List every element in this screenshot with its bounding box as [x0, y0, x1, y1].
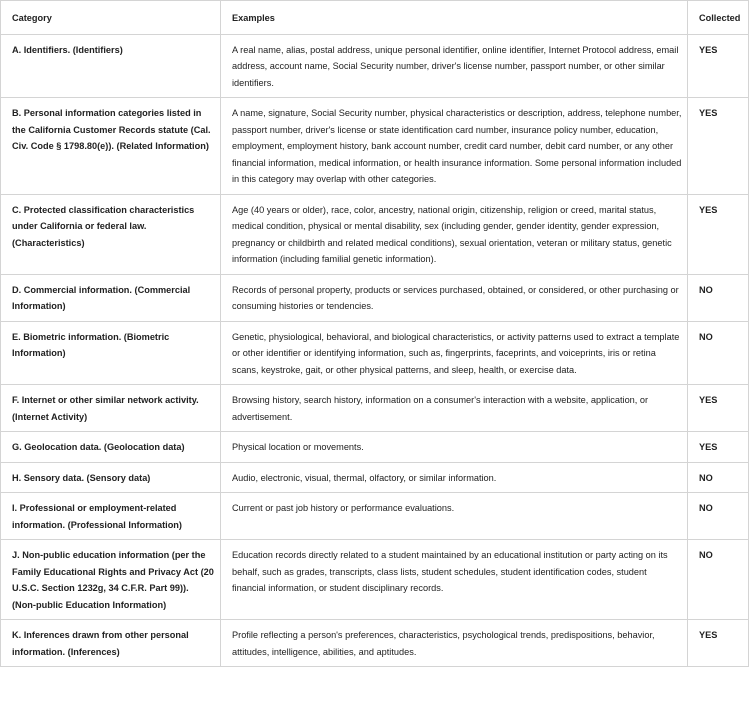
- table-row: [1, 274, 749, 321]
- row-examples: Physical location or movements.: [221, 432, 688, 463]
- table-row: [1, 620, 749, 667]
- table-row: [1, 194, 749, 274]
- row-examples: Age (40 years or older), race, color, ancestry, national origin, citizenship, religion or creed, marital status, medical condition, physical or mental disability, sex (including gender, gender identity, gender expression, pregnancy or childbirth and related medical conditions), sexual orientation, veteran or military status, genetic information (including familial genetic information).: [221, 194, 688, 274]
- table-header-row: [1, 1, 749, 35]
- table-row: [1, 540, 749, 620]
- row-collected: YES: [688, 432, 749, 463]
- table-row: [1, 385, 749, 432]
- row-category: F. Internet or other similar network activity. (Internet Activity): [1, 385, 221, 432]
- row-category: J. Non-public education information (per the Family Educational Rights and Privacy Act (20 U.S.C. Section 1232g, 34 C.F.R. Part 99)). (Non-public Education Information): [1, 540, 221, 620]
- table-row: [1, 98, 749, 195]
- row-category: G. Geolocation data. (Geolocation data): [1, 432, 221, 463]
- row-category: K. Inferences drawn from other personal information. (Inferences): [1, 620, 221, 667]
- row-examples: Genetic, physiological, behavioral, and biological characteristics, or activity patterns used to extract a template or other identifier or identifying information, such as, fingerprints, faceprints, and voiceprints, iris or retina scans, keystroke, gait, or other physical patterns, and sleep, health, or exercise data.: [221, 321, 688, 385]
- table-row: [1, 493, 749, 540]
- row-collected: NO: [688, 274, 749, 321]
- row-collected: NO: [688, 540, 749, 620]
- row-collected: NO: [688, 321, 749, 385]
- row-collected: YES: [688, 620, 749, 667]
- row-category: I. Professional or employment-related information. (Professional Information): [1, 493, 221, 540]
- table-row: [1, 432, 749, 463]
- row-category: D. Commercial information. (Commercial Information): [1, 274, 221, 321]
- row-collected: YES: [688, 98, 749, 195]
- row-examples: Profile reflecting a person's preferences, characteristics, psychological trends, predispositions, behavior, attitudes, intelligence, abilities, and aptitudes.: [221, 620, 688, 667]
- row-examples: Current or past job history or performance evaluations.: [221, 493, 688, 540]
- row-collected: YES: [688, 34, 749, 98]
- row-examples: Audio, electronic, visual, thermal, olfactory, or similar information.: [221, 462, 688, 493]
- row-examples: A name, signature, Social Security number, physical characteristics or description, address, telephone number, passport number, driver's license or state identification card number, insurance policy number, education, employment, employment history, bank account number, credit card number, debit card number, or any other financial information, medical information, or health insurance information. Some personal information included in this category may overlap with other categories.: [221, 98, 688, 195]
- row-collected: YES: [688, 385, 749, 432]
- row-examples: Browsing history, search history, information on a consumer's interaction with a website, application, or advertisement.: [221, 385, 688, 432]
- row-examples: Records of personal property, products or services purchased, obtained, or considered, or other purchasing or consuming histories or tendencies.: [221, 274, 688, 321]
- table-row: [1, 462, 749, 493]
- row-category: E. Biometric information. (Biometric Information): [1, 321, 221, 385]
- row-category: B. Personal information categories listed in the California Customer Records statute (Cal. Civ. Code § 1798.80(e)). (Related Information): [1, 98, 221, 195]
- row-category: H. Sensory data. (Sensory data): [1, 462, 221, 493]
- header-category: Category: [1, 1, 221, 35]
- row-collected: YES: [688, 194, 749, 274]
- table-row: [1, 34, 749, 98]
- row-collected: NO: [688, 493, 749, 540]
- row-collected: NO: [688, 462, 749, 493]
- header-collected: Collected: [688, 1, 749, 35]
- row-examples: A real name, alias, postal address, unique personal identifier, online identifier, Internet Protocol address, email address, account name, Social Security number, driver's license number, passport number, or other similar identifiers.: [221, 34, 688, 98]
- row-category: C. Protected classification characteristics under California or federal law. (Characteristics): [1, 194, 221, 274]
- table-row: [1, 321, 749, 385]
- header-examples: Examples: [221, 1, 688, 35]
- row-examples: Education records directly related to a student maintained by an educational institution or party acting on its behalf, such as grades, transcripts, class lists, student schedules, student identification codes, student financial information, or student disciplinary records.: [221, 540, 688, 620]
- row-category: A. Identifiers. (Identifiers): [1, 34, 221, 98]
